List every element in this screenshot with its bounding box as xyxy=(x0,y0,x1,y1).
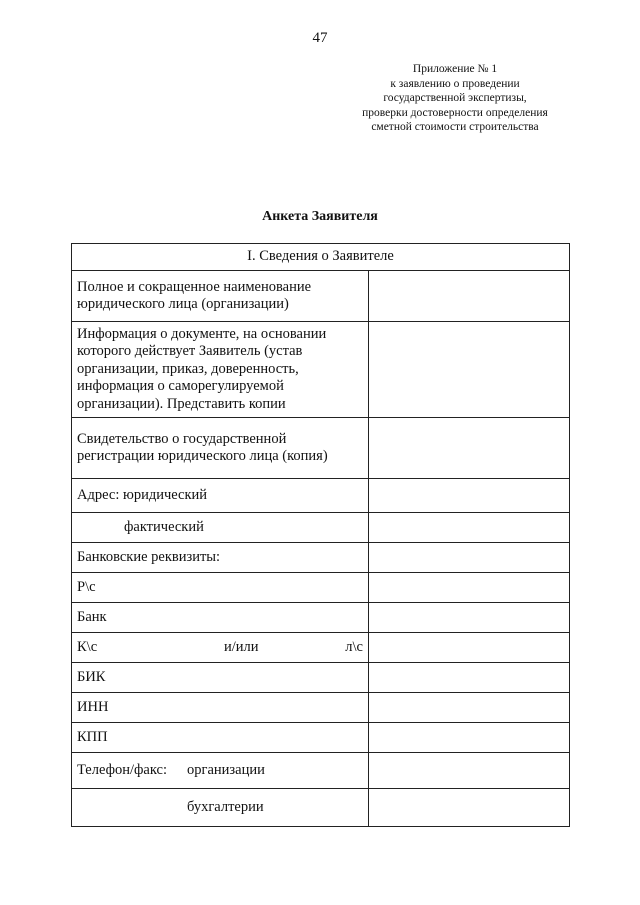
address-actual-label: фактический xyxy=(72,513,369,543)
table-row xyxy=(72,663,570,693)
phone-org-label: организации xyxy=(187,761,265,778)
table-row xyxy=(72,479,570,513)
phone-accounting-field[interactable] xyxy=(369,789,570,827)
table-row xyxy=(72,633,570,663)
table-row xyxy=(72,513,570,543)
appendix-note xyxy=(330,62,580,135)
section-header: I. Сведения о Заявителе xyxy=(72,244,570,271)
table-row xyxy=(72,543,570,573)
appendix-line: проверки достоверности определения xyxy=(362,106,548,119)
and-or-label: и/или xyxy=(223,638,259,655)
document-value-field[interactable] xyxy=(369,322,570,418)
table-row xyxy=(72,418,570,479)
page-number: 47 xyxy=(312,30,328,46)
table-row xyxy=(72,322,570,418)
corr-account-label: К\с xyxy=(77,638,98,655)
appendix-line: к заявлению о проведении xyxy=(390,77,520,90)
personal-account-label: л\с xyxy=(345,638,363,655)
bank-details-label: Банковские реквизиты: xyxy=(72,543,369,573)
phone-accounting-cell xyxy=(72,789,369,827)
bik-label: БИК xyxy=(72,663,369,693)
corr-account-field[interactable] xyxy=(369,633,570,663)
form-title: Анкета Заявителя xyxy=(262,209,378,224)
inn-label: ИНН xyxy=(72,693,369,723)
table-row xyxy=(72,603,570,633)
phone-org-field[interactable] xyxy=(369,753,570,789)
kpp-label: КПП xyxy=(72,723,369,753)
phone-accounting-label: бухгалтерии xyxy=(187,798,264,815)
bik-field[interactable] xyxy=(369,663,570,693)
table-row xyxy=(72,789,570,827)
name-label: Полное и сокращенное наименование юридического лица (организации) xyxy=(72,271,369,322)
table-row xyxy=(72,271,570,322)
inn-field[interactable] xyxy=(369,693,570,723)
appendix-line: сметной стоимости строительства xyxy=(371,121,539,133)
phone-label: Телефон/факс: xyxy=(77,761,168,778)
account-label: Р\с xyxy=(72,573,369,603)
bank-field[interactable] xyxy=(369,603,570,633)
certificate-label: Свидетельство о государственной регистрации юридического лица (копия) xyxy=(72,418,369,479)
table-row xyxy=(72,723,570,753)
table-row xyxy=(72,753,570,789)
section-header-row xyxy=(72,244,570,271)
address-legal-label: Адрес: юридический xyxy=(72,479,369,513)
kpp-field[interactable] xyxy=(369,723,570,753)
table-row xyxy=(72,693,570,723)
appendix-line: государственной экспертизы, xyxy=(383,92,527,104)
applicant-form-table xyxy=(71,243,570,827)
document-label: Информация о документе, на основании которого действует Заявитель (устав организации, приказ, доверенность, информация о саморегулируемой организации). Представить копии xyxy=(72,322,369,418)
address-legal-field[interactable] xyxy=(369,479,570,513)
account-field[interactable] xyxy=(369,573,570,603)
address-actual-field[interactable] xyxy=(369,513,570,543)
corr-account-cell xyxy=(72,633,369,663)
certificate-value-field[interactable] xyxy=(369,418,570,479)
appendix-line: Приложение № 1 xyxy=(412,63,498,75)
bank-details-field[interactable] xyxy=(369,543,570,573)
name-value-field[interactable] xyxy=(369,271,570,322)
bank-label: Банк xyxy=(72,603,369,633)
phone-cell xyxy=(72,753,369,789)
table-row xyxy=(72,573,570,603)
